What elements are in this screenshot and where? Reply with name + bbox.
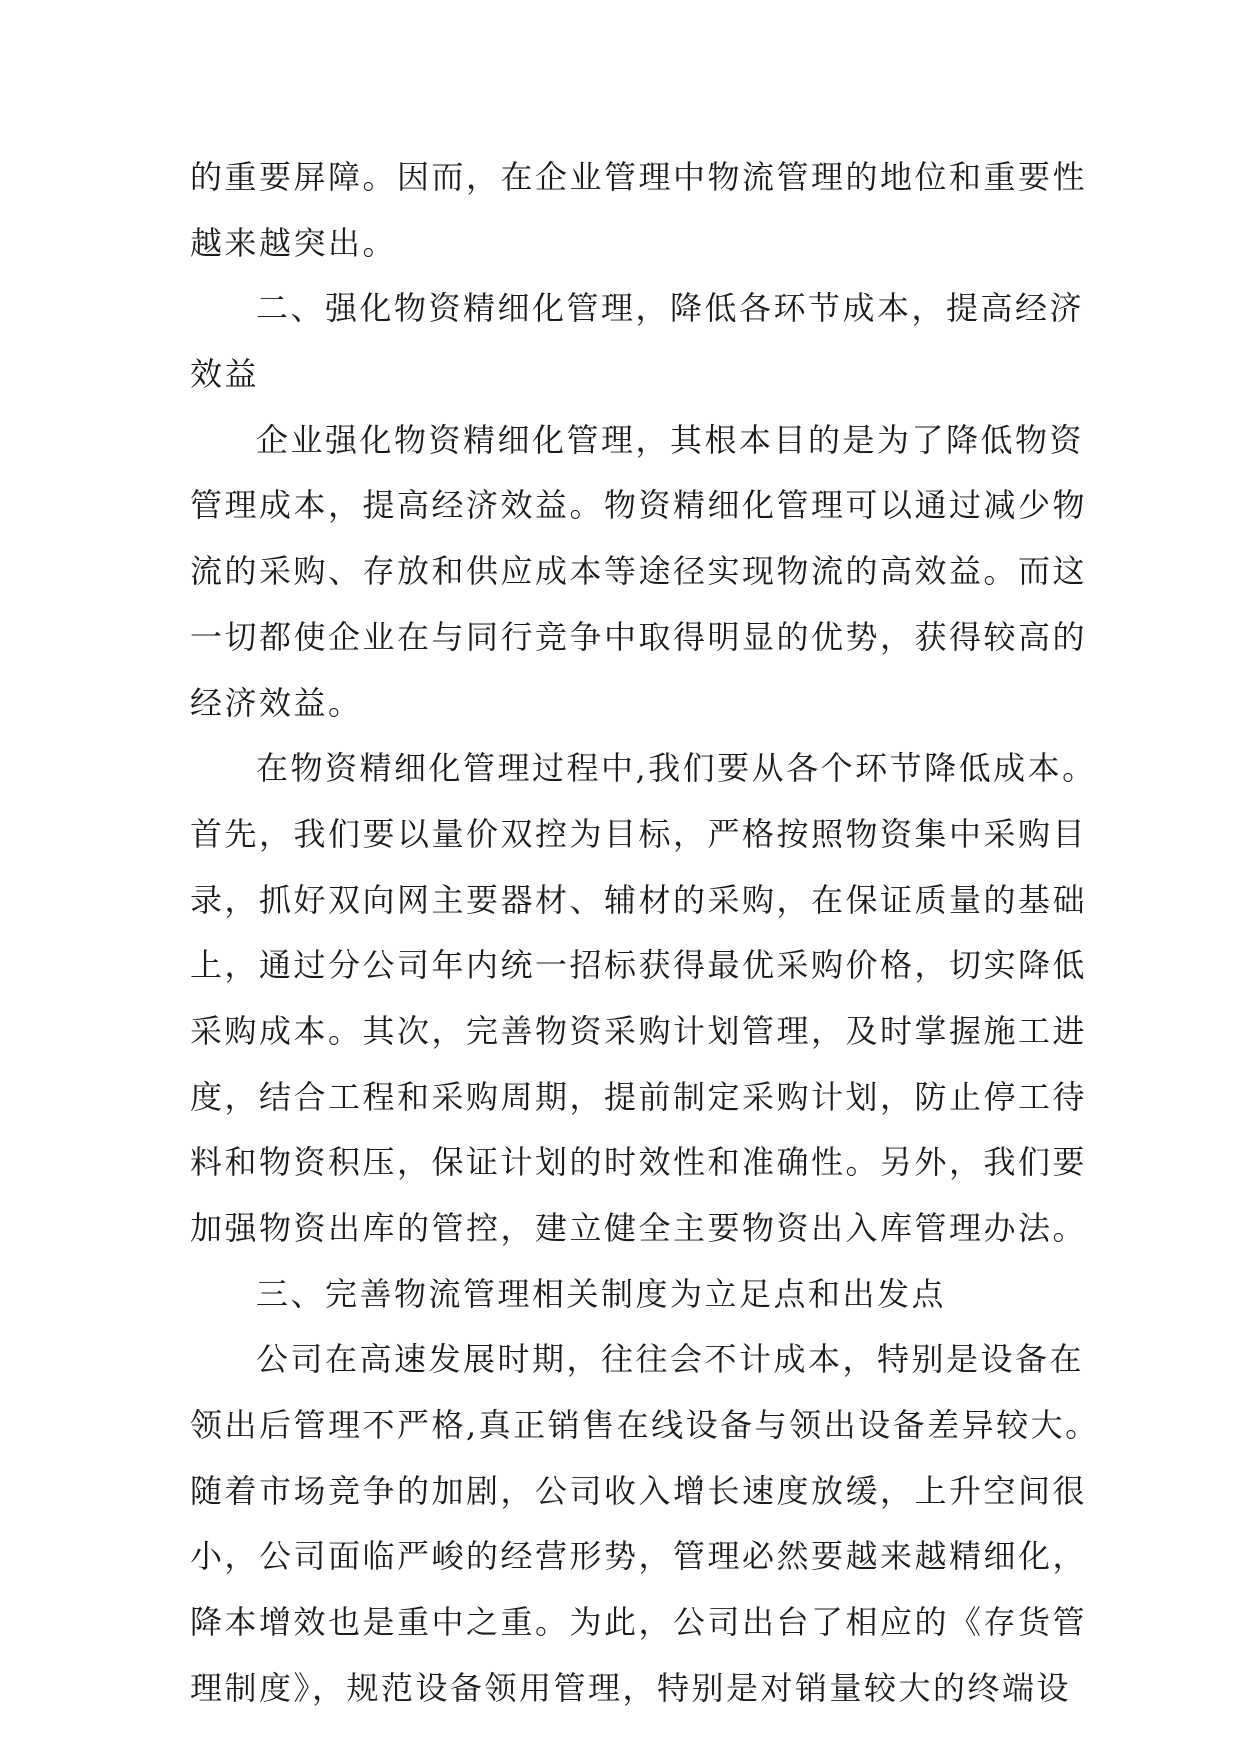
text-line: 的重要屏障。因而，在企业管理中物流管理的地位和重要性 — [190, 158, 1088, 196]
text-line: 首先，我们要以量价双控为目标，严格按照物资集中采购目 — [190, 814, 1088, 853]
paragraph-inventory — [190, 1338, 1100, 1708]
paragraph-continuation — [190, 156, 1088, 264]
text-line: 效益 — [190, 355, 260, 394]
text-line: 在物资精细化管理过程中,我们要从各个环节降低成本。 — [256, 749, 1097, 788]
text-line: 经济效益。 — [190, 683, 363, 722]
text-line: 降本增效也是重中之重。为此，公司出台了相应的《存货管 — [190, 1603, 1088, 1642]
text-line: 越来越突出。 — [190, 223, 398, 262]
text-line: 随着市场竞争的加剧，公司收入增长速度放缓，上升空间很 — [190, 1471, 1088, 1510]
section-heading-2 — [190, 287, 1085, 395]
text-line: 企业强化物资精细化管理，其根本目的是为了降低物资 — [256, 420, 1085, 459]
paragraph-cost-reduction — [190, 747, 1097, 1249]
document-body — [190, 156, 1100, 1733]
paragraph-purpose — [190, 419, 1088, 724]
text-line: 料和物资积压，保证计划的时效性和准确性。另外，我们要 — [190, 1143, 1088, 1182]
text-line: 录，抓好双向网主要器材、辅材的采购，在保证质量的基础 — [190, 880, 1088, 919]
text-line: 公司在高速发展时期，往往会不计成本，特别是设备在 — [256, 1340, 1085, 1379]
text-line: 一切都使企业在与同行竞争中取得明显的优势，获得较高的 — [190, 617, 1088, 656]
text-line: 上，通过分公司年内统一招标获得最优采购价格，切实降低 — [190, 946, 1088, 985]
text-line: 管理成本，提高经济效益。物资精细化管理可以通过减少物 — [190, 486, 1088, 525]
section-heading-3 — [190, 1273, 1050, 1315]
text-line: 三、完善物流管理相关制度为立足点和出发点 — [256, 1274, 947, 1313]
text-line: 理制度》，规范设备领用管理，特别是对销量较大的终端设 — [190, 1668, 1072, 1707]
text-line: 流的采购、存放和供应成本等途径实现物流的高效益。而这 — [190, 552, 1088, 591]
text-line: 小，公司面临严峻的经营形势，管理必然要越来越精细化， — [190, 1537, 1088, 1576]
text-line: 度，结合工程和采购周期，提前制定采购计划，防止停工待 — [190, 1077, 1088, 1116]
text-line: 加强物资出库的管控，建立健全主要物资出入库管理办法。 — [190, 1209, 1088, 1247]
text-line: 采购成本。其次，完善物资采购计划管理，及时掌握施工进 — [190, 1011, 1088, 1050]
text-line: 领出后管理不严格,真正销售在线设备与领出设备差异较大。 — [190, 1406, 1100, 1445]
text-line: 二、强化物资精细化管理，降低各环节成本，提高经济 — [256, 289, 1085, 328]
